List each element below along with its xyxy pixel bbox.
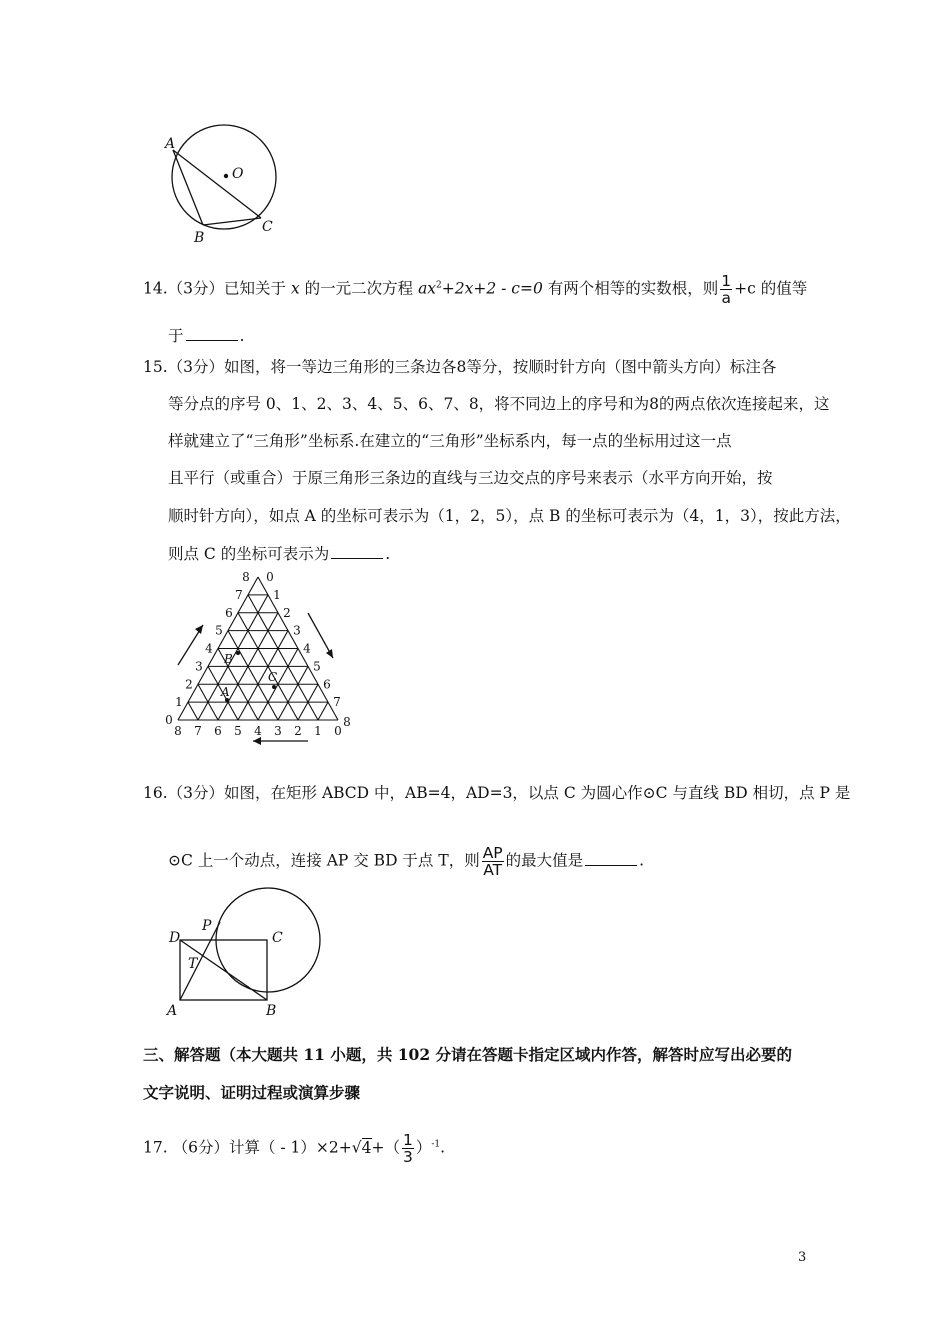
right-tick-label: 4 [303,641,311,656]
grid-line [238,631,288,720]
label-b: B [266,1003,277,1019]
right-tick-label: 0 [266,570,274,584]
bottom-arrow-icon [253,737,261,745]
answer-blank-14[interactable] [186,326,238,341]
right-arrow-icon [326,649,333,658]
question-15-line2: 等分点的序号 0、1、2、3、4、5、6、7、8，将不同边上的序号和为8的两点依次连接起来，这 [168,395,830,413]
label-d: D [169,930,181,946]
question-16-line1: 16.（3分）如图，在矩形 ABCD 中，AB=4，AD=3，以点 C 为圆心作⊙C 与直线 BD 相切，点 P 是 [143,784,851,802]
rectangle-circle-figure [160,880,335,1020]
label-o: O [232,166,244,182]
label-p: P [202,918,212,934]
answer-blank-15[interactable] [331,544,383,559]
sqrt-symbol: √ [351,1138,362,1157]
section-3-heading-line2: 文字说明、证明过程或演算步骤 [143,1083,361,1102]
circle-triangle-figure [160,118,300,248]
bottom-tick-label: 0 [334,724,342,738]
point-a-label: A [221,685,230,699]
left-tick-label: 3 [195,659,203,674]
circle-o [172,125,276,229]
question-15-line5: 顺时针方向），如点 A 的坐标可表示为（1，2，5），点 B 的坐标可表示为（4，1，3），按此方法， [168,507,851,525]
point-b-label: B [224,652,233,666]
grid-line [188,702,198,720]
left-tick-label: 1 [175,695,183,710]
bottom-tick-label: 8 [174,724,182,738]
label-t: T [188,956,198,972]
fraction-1-over-a: $\frac{1}{a}$ [721,272,732,307]
left-arrow-icon [195,625,203,634]
bottom-tick-label: 7 [194,724,202,738]
question-17: 17. （6分）计算（ ‐ 1）×2+√4+（ $\frac{1}{3}$ ）$^{‐1}$. [143,1131,446,1166]
fraction-ap-over-at: $\frac{AP}{AT}$ [482,844,503,879]
right-tick-label: 7 [333,695,341,710]
right-tick-label: 8 [343,715,351,729]
left-tick-label: 5 [215,623,223,638]
section-3-heading-line1: 三、解答题（本大题共 11 小题，共 102 分请在答题卡指定区域内作答，解答时应写出必要的 [143,1045,793,1064]
question-14-line1: 14.（3分）已知关于 x 的一元二次方程 $ax^2+2x+2$ ‐ c=0 有两个相等的实数根，则 $\frac{1}{a}$ +c 的值等 [143,272,808,307]
label-b: B [194,230,205,246]
question-15-line4: 且平行（或重合）于原三角形三条边的直线与三边交点的序号来表示（水平方向开始，按 [168,469,773,487]
right-tick-label: 6 [323,677,331,692]
triangle-grid [178,577,338,720]
triangle-coordinate-figure [158,565,358,750]
right-tick-label: 2 [283,605,291,620]
question-14-line2: 于 . [168,327,245,345]
bottom-tick-label: 1 [314,724,322,738]
bottom-tick-label: 4 [254,724,262,738]
right-tick-label: 1 [273,587,281,602]
question-15-line1: 15.（3分）如图，将一等边三角形的三条边各8等分，按顺时针方向（图中箭头方向）标注各 [143,358,777,376]
point-c-label: C [268,670,278,684]
bottom-tick-label: 6 [214,724,222,738]
bottom-tick-label: 5 [234,724,242,738]
page-number: 3 [798,1250,807,1265]
right-tick-label: 5 [313,659,321,674]
answer-blank-16[interactable] [585,851,637,866]
label-a: A [165,136,176,152]
left-tick-label: 4 [205,641,213,656]
bottom-tick-label: 2 [294,724,302,738]
right-tick-label: 3 [293,623,301,638]
question-16-line2: ⊙C 上一个动点，连接 AP 交 BD 于点 T，则 $\frac{AP}{AT}$ 的最大值是 . [168,844,645,879]
label-a: A [167,1003,178,1019]
grid-line [198,595,268,720]
left-tick-label: 7 [235,587,243,602]
label-c: C [272,930,283,946]
left-tick-label: 2 [185,677,193,692]
bottom-tick-label: 3 [274,724,282,738]
left-tick-label: 6 [225,605,233,620]
grid-line [318,702,328,720]
fraction-1-over-3: $\frac{1}{3}$ [403,1131,413,1166]
left-tick-label: 0 [165,713,173,727]
question-15-line6: 则点 C 的坐标可表示为 . [168,545,391,563]
question-15-line3: 样就建立了“三角形”坐标系.在建立的“三角形”坐标系内，每一点的坐标用过这一点 [168,432,732,450]
left-tick-label: 8 [242,570,250,584]
label-c: C [262,219,273,235]
